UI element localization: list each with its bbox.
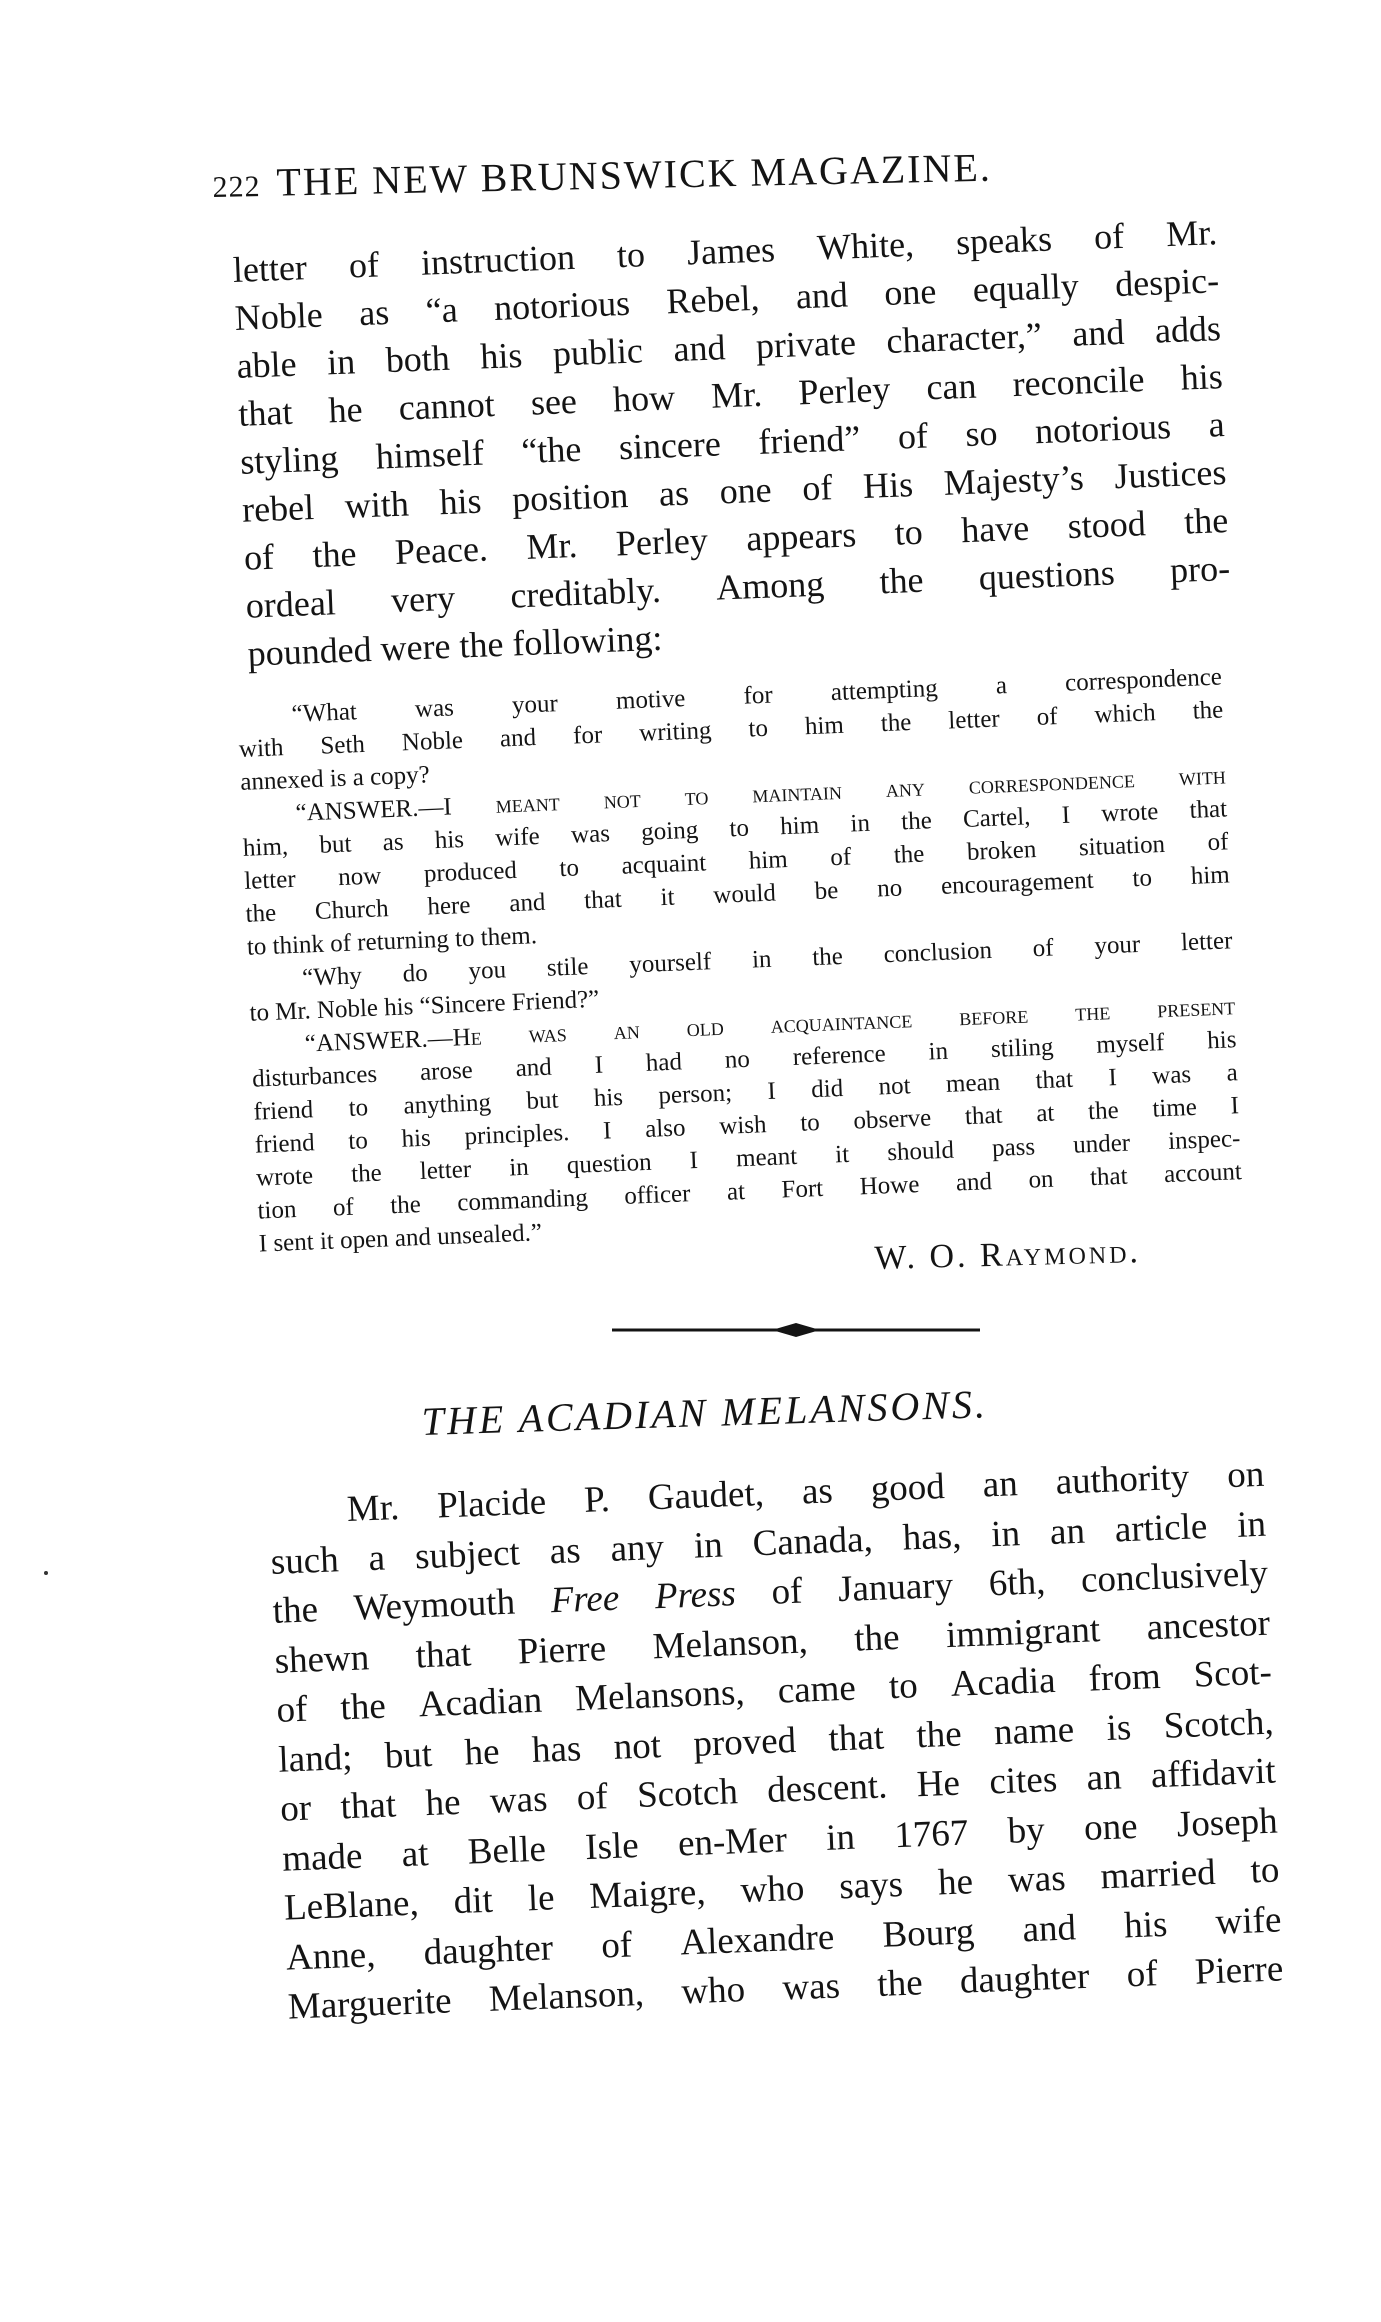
quote-line: letter now produced to acquaint him of the broken situation of xyxy=(243,828,1229,895)
body-line: the Weymouth Free Press of January 6th, conclusively xyxy=(271,1552,1269,1632)
body-line: such a subject as any in Canada, has, in an article in xyxy=(270,1503,1267,1583)
quote-line: friend to his principles. I also wish to observe that at the time I xyxy=(254,1092,1240,1159)
quote-line: “ANSWER.—He was an old acquaintance before the present xyxy=(304,993,1236,1058)
body-line: shewn that Pierre Melanson, the immigrant ancestor xyxy=(273,1602,1271,1682)
body-line: or that he was of Scotch descent. He cites an affidavit xyxy=(279,1750,1277,1830)
quote-line: him, but as his wife was going to him in the Cartel, I wrote that xyxy=(242,795,1228,862)
page-number: 222 xyxy=(212,169,261,204)
quote-line: the Church here and that it would be no encouragement to him xyxy=(245,861,1231,928)
quote-line: wrote the letter in question I meant it should pass under inspec- xyxy=(255,1125,1241,1192)
body-line: of the Peace. Mr. Perley appears to have stood the xyxy=(243,499,1229,578)
quote-line: “What was your motive for attempting a correspondence xyxy=(291,663,1223,728)
article-title: THE ACADIAN MELANSONS. xyxy=(421,1381,989,1444)
body-line: land; but he has not proved that the name is Scotch, xyxy=(277,1701,1275,1781)
body-line: made at Belle Isle en-Mer in 1767 by one Joseph xyxy=(281,1800,1279,1880)
quote-line: with Seth Noble and for writing to him the letter of which the xyxy=(238,696,1224,763)
body-line: Anne, daughter of Alexandre Bourg and his wife xyxy=(285,1898,1283,1979)
body-line: Mr. Placide P. Gaudet, as good an authority on xyxy=(346,1453,1265,1530)
body-line: rebel with his position as one of His Majesty’s Justices xyxy=(241,452,1228,530)
running-header xyxy=(212,144,992,207)
body-line: of the Acadian Melansons, came to Acadia from Scot- xyxy=(275,1651,1273,1731)
article1-body xyxy=(232,208,1233,677)
quote-line: I sent it open and unsealed.” xyxy=(258,1219,543,1258)
body-line: that he cannot see how Mr. Perley can reconcile his xyxy=(237,356,1224,434)
body-line: Noble as “a notorious Rebel, and one equally despic- xyxy=(233,260,1220,338)
section-divider xyxy=(612,1320,980,1340)
quote-line: “ANSWER.—I meant not to maintain any correspondence with xyxy=(295,762,1227,827)
body-line: letter of instruction to James White, speaks of Mr. xyxy=(232,212,1218,290)
body-line: LeBlane, dit le Maigre, who says he was married to xyxy=(283,1849,1281,1929)
margin-speck xyxy=(44,1571,48,1575)
quote-line: “Why do you stile yourself in the conclusion of your letter xyxy=(301,927,1233,992)
quote-line: tion of the commanding officer at Fort Howe and on that account xyxy=(256,1158,1243,1225)
body-line: ordeal very creditably. Among the questions pro- xyxy=(245,547,1231,626)
quote-line: annexed is a copy? xyxy=(239,761,431,796)
body-line: pounded were the following: xyxy=(246,617,664,674)
quote-line: disturbances arose and I had no reference in stiling myself his xyxy=(251,1026,1237,1093)
body-line: Marguerite Melanson, who was the daughter of Pierre xyxy=(287,1948,1284,2028)
author-signature: W. O. Raymond. xyxy=(874,1233,1142,1277)
body-line: styling himself “the sincere friend” of so notorious a xyxy=(239,404,1226,482)
body-line: able in both his public and private character,” and adds xyxy=(235,308,1222,386)
quote-line: to think of returning to them. xyxy=(246,922,538,961)
quote-line: to Mr. Noble his “Sincere Friend?” xyxy=(249,985,600,1027)
quote-line: friend to anything but his person; I did not mean that I was a xyxy=(253,1059,1239,1126)
running-title: THE NEW BRUNSWICK MAGAZINE. xyxy=(276,144,993,205)
deposition-quote xyxy=(237,660,1244,1260)
article2-body xyxy=(268,1450,1284,2032)
